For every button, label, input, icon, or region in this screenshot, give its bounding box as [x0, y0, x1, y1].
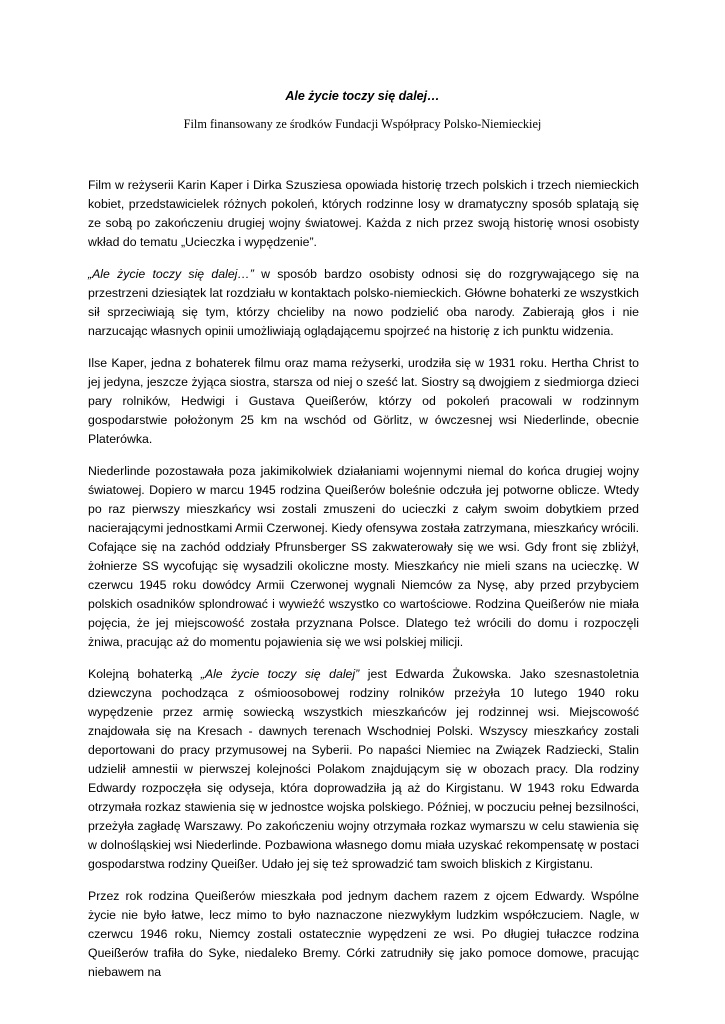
paragraph-4-text: Niederlinde pozostawała poza jakimikolwiek działaniami wojennymi niemal do końca drugiej wojny światowej. Dopiero w marcu 1945 rodzina Queißerów boleśnie odczuła jej potworne oblicze. Wtedy po raz pierwszy mieszkańcy wsi zostali zmuszeni do ucieczki z całym swoim dobytkiem przed nacierającymi jednostkami Armii Czerwonej. Kiedy ofensywa została zatrzymana, mieszkańcy wrócili. Cofające się na zachód oddziały Pfrunsberger SS zakwaterowały się we wsi. Gdy front się zbliżył, żołnierze SS wycofując się wysadzili okoliczne mosty. Mieszkańcy nie mieli szans na ucieczkę. W czerwcu 1945 roku dowódcy Armii Czerwonej wygnali Niemców za Nysę, aby przed przybyciem polskich osadników splondrować i wywieźć wszystko co wartościowe. Rodzina Queißerów nie miała pojęcia, że jej miejscowość została przyznana Polsce. Dlatego też wrócili do domu i rozpoczęli żniwa, pracując aż do momentu pojawienia się we wsi polskiej milicji.	[88, 464, 639, 649]
paragraph-5-text: jest Edwarda Żukowska. Jako szesnastoletnia dziewczyna pochodząca z ośmioosobowej rodziny rolników przeżyła 10 lutego 1940 roku wypędzenie przez armię sowiecką wszystkich mieszkańców jej rodzinnej wsi. Miejscowość znajdowała się na Kresach - dawnych terenach Wschodniej Polski. Wszyscy mieszkańcy zostali deportowani do pracy przymusowej na Syberii. Po napaści Niemiec na Związek Radziecki, Stalin udzielił amnestii w pierwszej kolejności Polakom znajdującym się w obozach pracy. Dla rodziny Edwardy rozpoczęła się odyseja, która doprowadziła ją aż do Kirgistanu. W 1943 roku Edwarda otrzymała rozkaz stawienia się w jednostce wojska polskiego. Później, w poczuciu pełnej bezsilności, przeżyła zagładę Warszawy. Po zakończeniu wojny otrzymała rozkaz wymarszu w celu stawienia się w dolnośląskiej wsi Niederlinde. Pozbawiona własnego domu miała uzyskać rekompensatę w postaci gospodarstwa rodziny Queißer. Udało jej się też sprowadzić tam swoich bliskich z Kirgistanu.	[88, 667, 640, 871]
paragraph-3-text: Ilse Kaper, jedna z bohaterek filmu oraz mama reżyserki, urodziła się w 1931 roku. Hertha Christ to jej jedyna, jeszcze żyjąca siostra, starsza od niej o sześć lat. Siostry są dwojgiem z siedmiorga dzieci pary rolników, Hedwigi i Gustava Queißerów, którzy od pokoleń pracowali w rodzinnym gospodarstwie położonym 25 km na wschód od Görlitz, w ówczesnej wsi Niederlinde, obecnie Platerówka.	[88, 356, 639, 446]
film-title-italic: „Ale życie toczy się dalej…”	[88, 267, 254, 281]
paragraph-6-text: Przez rok rodzina Queißerów mieszkała pod jednym dachem razem z ojcem Edwardy. Wspólne życie nie było łatwe, lecz mimo to było naznaczone niezwykłym ludzkim współczuciem. Nagle, w czerwcu 1946 roku, Niemcy zostali ostatecznie wypędzeni ze wsi. Po długiej tułaczce rodzina Queißerów trafiła do Syke, niedaleko Bremy. Córki zatrudniły się jako pomoce domowe, pracując niebawem na	[88, 889, 639, 979]
paragraph-6	[88, 887, 639, 982]
paragraph-4	[88, 462, 639, 652]
paragraph-3	[88, 354, 639, 449]
film-title-italic: „Ale życie toczy się dalej”	[200, 667, 360, 681]
document-body	[88, 176, 639, 995]
document-subtitle: Film finansowany ze środków Fundacji Współpracy Polsko-Niemieckiej	[183, 117, 542, 131]
paragraph-2	[88, 265, 639, 341]
paragraph-1	[88, 176, 639, 252]
paragraph-5-pre: Kolejną bohaterką	[88, 667, 201, 681]
paragraph-1-text: Film w reżyserii Karin Kaper i Dirka Szusziesa opowiada historię trzech polskich i trzech niemieckich kobiet, przedstawicielek różnych pokoleń, których rodzinne losy w dramatyczny sposób splatają się ze sobą po zakończeniu drugiej wojny światowej. Każda z nich przez swoją historię wnosi osobisty wkład do tematu „Ucieczka i wypędzenie”.	[88, 178, 639, 249]
paragraph-5	[88, 665, 639, 874]
paragraph-2-text: w sposób bardzo osobisty odnosi się do rozgrywającego się na przestrzeni dziesiątek lat rozdziału w kontaktach polsko-niemieckich. Główne bohaterki ze wszystkich sił sprzeciwiają się tym, którzy chcieliby na nowo podzielić oba narody. Zabierają głos i nie narzucając własnych opinii umożliwiają oglądającemu spojrzeć na historię z ich punktu widzenia.	[88, 267, 640, 338]
document-title: Ale życie toczy się dalej…	[285, 89, 440, 103]
